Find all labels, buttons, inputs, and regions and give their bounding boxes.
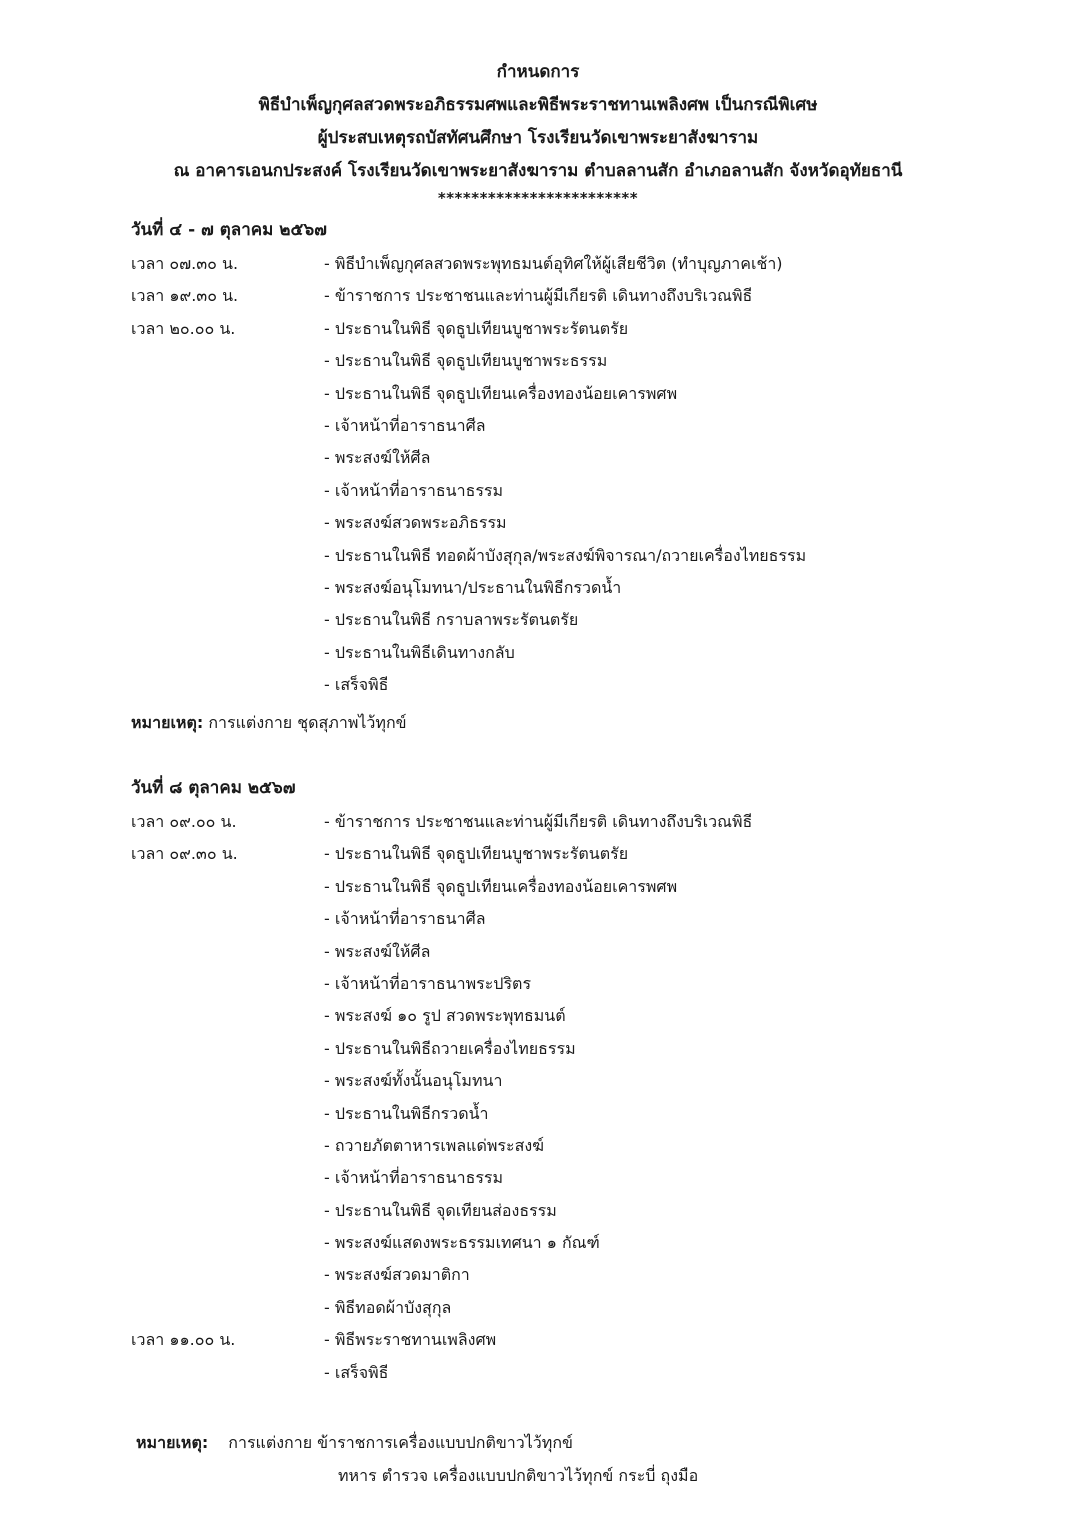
schedule-row <box>131 669 1011 701</box>
header-subject: ผู้ประสบเหตุรถบัสทัศนศึกษา โรงเรียนวัดเขาพระยาสังฆาราม <box>317 128 759 148</box>
schedule-activity: - ประธานในพิธี จุดธูปเทียนเครื่องทองน้อยเคารพศพ <box>324 383 678 403</box>
header-ceremony-name: พิธีบำเพ็ญกุศลสวดพระอภิธรรมศพและพิธีพระราชทานเพลิงศพ เป็นกรณีพิเศษ <box>258 95 818 115</box>
schedule-row <box>131 838 1011 870</box>
schedule-activity: - พระสงฆ์ทั้งนั้นอนุโมทนา <box>324 1071 503 1091</box>
schedule-time: เวลา ๒๐.๐๐ น. <box>131 318 236 338</box>
day2-rows <box>131 806 1011 1389</box>
schedule-activity: - พระสงฆ์แสดงพระธรรมเทศนา ๑ กัณฑ์ <box>324 1233 600 1253</box>
schedule-row <box>131 1033 1011 1065</box>
schedule-row <box>131 378 1011 410</box>
schedule-activity: - ข้าราชการ ประชาชนและท่านผู้มีเกียรติ เดินทางถึงบริเวณพิธี <box>324 812 753 831</box>
schedule-row <box>131 280 1011 312</box>
schedule-time: เวลา ๑๙.๓๐ น. <box>131 286 239 306</box>
schedule-row <box>131 1227 1011 1259</box>
schedule-day2 <box>131 774 1011 1389</box>
schedule-activity: - เจ้าหน้าที่อาราธนาธรรม <box>324 480 504 500</box>
schedule-row <box>131 1357 1011 1389</box>
schedule-row <box>131 475 1011 507</box>
schedule-activity: - ประธานในพิธี จุดธูปเทียนเครื่องทองน้อยเคารพศพ <box>324 876 678 896</box>
schedule-activity: - พระสงฆ์ให้ศีล <box>324 941 431 961</box>
schedule-time: เวลา ๐๗.๓๐ น. <box>131 254 239 273</box>
schedule-activity: - ประธานในพิธี จุดเทียนส่องธรรม <box>324 1200 557 1220</box>
schedule-activity: - พิธีทอดผ้าบังสุกุล <box>324 1297 452 1317</box>
schedule-row <box>131 903 1011 935</box>
day1-note <box>131 707 407 739</box>
day2-note-line2: ทหาร ตำรวจ เครื่องแบบปกติขาวไว้ทุกข์ กระบี่ ถุงมือ <box>338 1466 699 1485</box>
schedule-activity: - พระสงฆ์ ๑๐ รูป สวดพระพุทธมนต์ <box>324 1006 566 1026</box>
schedule-activity: - เจ้าหน้าที่อาราธนาศีล <box>324 415 486 435</box>
document-header <box>0 56 1076 208</box>
schedule-activity: - เจ้าหน้าที่อาราธนาธรรม <box>324 1168 504 1188</box>
schedule-activity: - พระสงฆ์สวดพระอภิธรรม <box>324 513 507 533</box>
schedule-activity: - ประธานในพิธี ทอดผ้าบังสุกุล/พระสงฆ์พิจารณา/ถวายเครื่องไทยธรรม <box>324 545 807 565</box>
schedule-activity: - ประธานในพิธี จุดธูปเทียนบูชาพระรัตนตรัย <box>324 844 629 864</box>
schedule-row <box>131 1195 1011 1227</box>
day2-note-text: การแต่งกาย ข้าราชการเครื่องแบบปกติขาวไว้ทุกข์ <box>228 1433 573 1452</box>
schedule-row <box>131 1098 1011 1130</box>
schedule-row <box>131 507 1011 539</box>
schedule-activity: - พระสงฆ์สวดมาติกา <box>324 1265 470 1285</box>
schedule-activity: - เจ้าหน้าที่อาราธนาศีล <box>324 909 486 929</box>
schedule-row <box>131 572 1011 604</box>
schedule-row <box>131 1162 1011 1194</box>
schedule-activity: - พระสงฆ์ให้ศีล <box>324 448 431 468</box>
day1-note-text: การแต่งกาย ชุดสุภาพไว้ทุกข์ <box>203 713 407 732</box>
schedule-row <box>131 345 1011 377</box>
schedule-activity: - ข้าราชการ ประชาชนและท่านผู้มีเกียรติ เดินทางถึงบริเวณพิธี <box>324 286 753 306</box>
schedule-activity: - ประธานในพิธี กราบลาพระรัตนตรัย <box>324 610 579 630</box>
schedule-activity: - เจ้าหน้าที่อาราธนาพระปริตร <box>324 973 532 993</box>
schedule-row <box>131 1292 1011 1324</box>
schedule-row <box>131 1065 1011 1097</box>
schedule-row <box>131 442 1011 474</box>
header-title: กำหนดการ <box>496 62 580 82</box>
schedule-activity: - พิธีบำเพ็ญกุศลสวดพระพุทธมนต์อุทิศให้ผู้เสียชีวิต (ทำบุญภาคเช้า) <box>324 254 783 273</box>
day2-title: วันที่ ๘ ตุลาคม ๒๕๖๗ <box>131 778 296 798</box>
schedule-activity: - ประธานในพิธีกรวดน้ำ <box>324 1103 489 1123</box>
schedule-day1 <box>131 216 1011 701</box>
header-divider: ************************ <box>437 189 639 207</box>
schedule-time: เวลา ๐๙.๓๐ น. <box>131 844 238 864</box>
schedule-row <box>131 410 1011 442</box>
day2-note-label: หมายเหตุ: <box>136 1433 209 1452</box>
schedule-activity: - ประธานในพิธี จุดธูปเทียนบูชาพระธรรม <box>324 351 608 371</box>
header-location: ณ อาคารเอนกประสงค์ โรงเรียนวัดเขาพระยาสังฆาราม ตำบลลานสัก อำเภอลานสัก จังหวัดอุทัยธานี <box>173 161 903 181</box>
schedule-row <box>131 313 1011 345</box>
schedule-activity: - ประธานในพิธีเดินทางกลับ <box>324 642 515 662</box>
schedule-row <box>131 1000 1011 1032</box>
day2-note <box>136 1427 573 1459</box>
day1-note-label: หมายเหตุ: <box>131 713 204 732</box>
schedule-activity: - เสร็จพิธี <box>324 1362 389 1382</box>
schedule-row <box>131 871 1011 903</box>
schedule-row <box>131 248 1011 280</box>
schedule-row <box>131 806 1011 838</box>
schedule-row <box>131 936 1011 968</box>
schedule-row <box>131 604 1011 636</box>
schedule-activity: - ถวายภัตตาหารเพลแด่พระสงฆ์ <box>324 1135 545 1155</box>
schedule-time: เวลา ๑๑.๐๐ น. <box>131 1330 236 1350</box>
schedule-activity: - พิธีพระราชทานเพลิงศพ <box>324 1330 497 1350</box>
schedule-row <box>131 540 1011 572</box>
schedule-row <box>131 1259 1011 1291</box>
day1-title: วันที่ ๔ - ๗ ตุลาคม ๒๕๖๗ <box>131 220 327 240</box>
schedule-row <box>131 968 1011 1000</box>
schedule-row <box>131 1324 1011 1356</box>
schedule-activity: - พระสงฆ์อนุโมทนา/ประธานในพิธีกรวดน้ำ <box>324 577 622 597</box>
schedule-activity: - ประธานในพิธีถวายเครื่องไทยธรรม <box>324 1038 576 1058</box>
schedule-row <box>131 1130 1011 1162</box>
schedule-time: เวลา ๐๙.๐๐ น. <box>131 812 237 831</box>
day1-rows <box>131 248 1011 701</box>
schedule-row <box>131 637 1011 669</box>
schedule-activity: - ประธานในพิธี จุดธูปเทียนบูชาพระรัตนตรัย <box>324 318 629 338</box>
schedule-activity: - เสร็จพิธี <box>324 675 389 695</box>
